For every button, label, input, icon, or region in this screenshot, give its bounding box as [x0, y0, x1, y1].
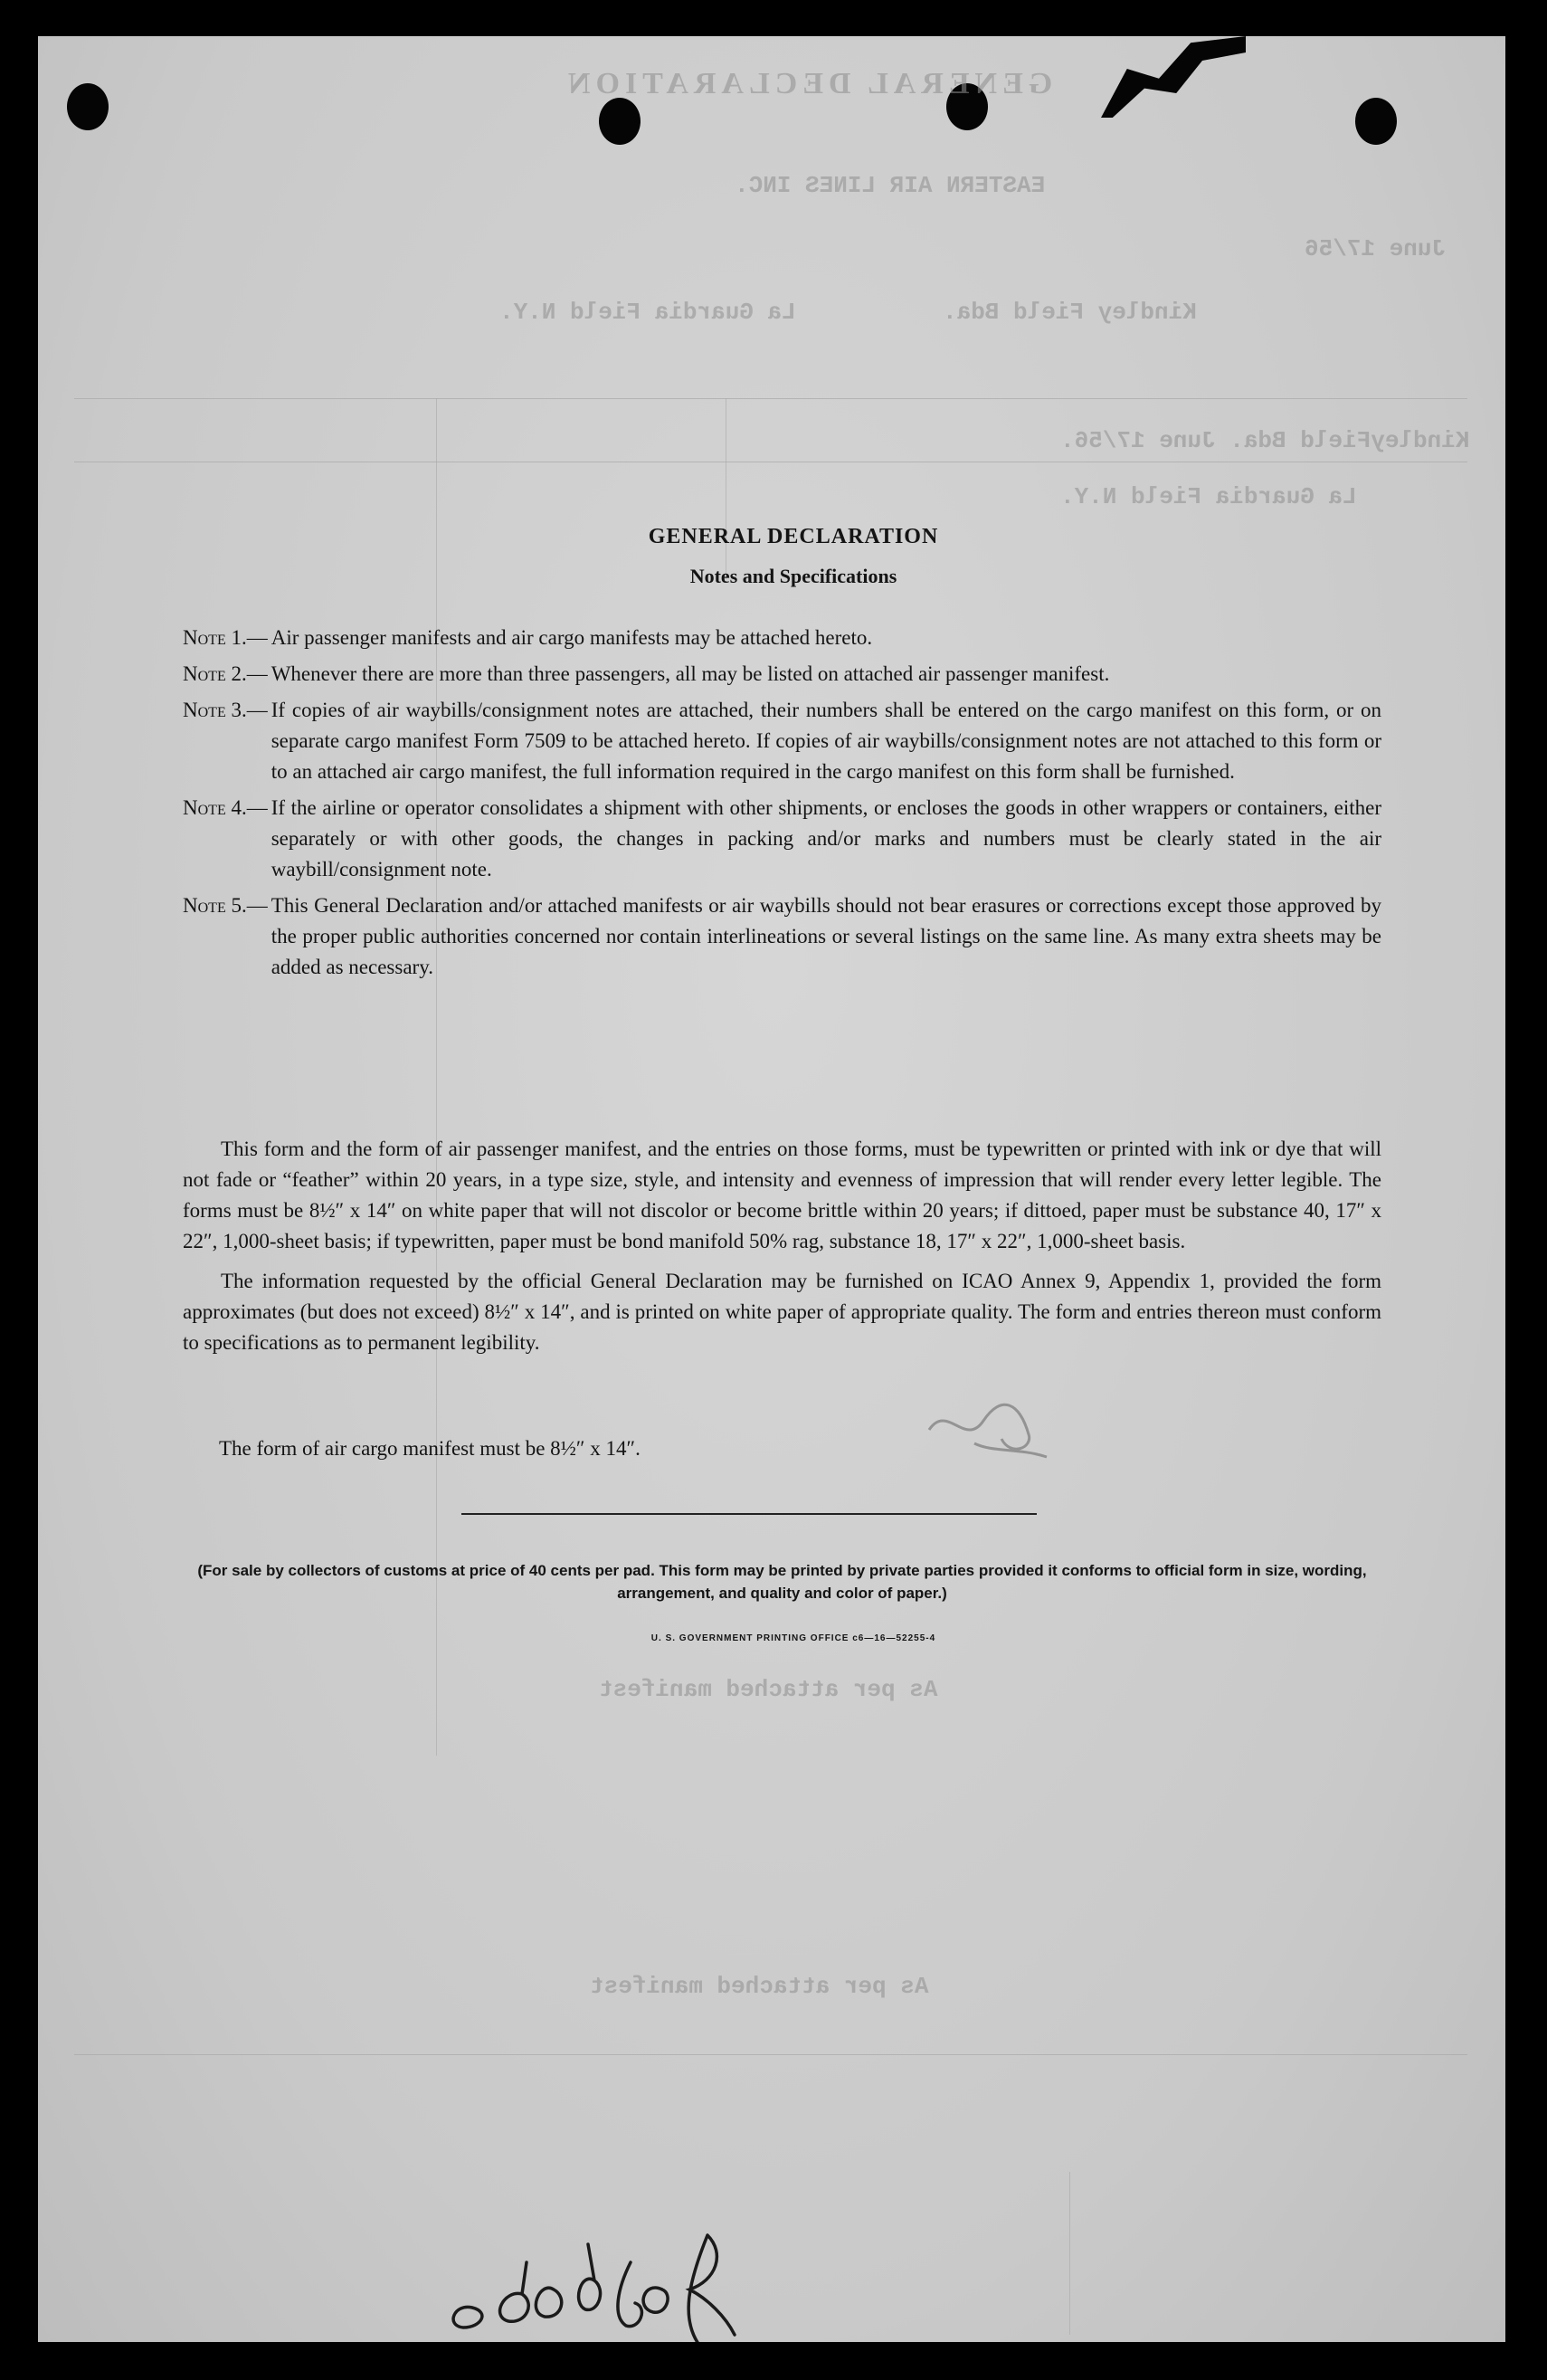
printer-imprint: U. S. GOVERNMENT PRINTING OFFICE c6—16—52255-4: [650, 1633, 936, 1643]
note-text: Air passenger manifests and air cargo manifests may be attached hereto.: [270, 626, 873, 649]
ghost-date: June 17/56: [1305, 235, 1447, 262]
ghost-route-to: La Guardia Field N.Y.: [499, 299, 796, 326]
specification-paragraphs: [183, 1134, 1381, 1367]
ghost-header: GENERAL DECLARATION: [563, 67, 1053, 100]
spec-paragraph-paper: This form and the form of air passenger manifest, and the entries on those forms, must be typewritten or printed with ink or dye that will not fade or “feather” within 20 years, in a type size, style, and intensity and evenness of impression that will render every letter legible. The forms must be 8½″ x 14″ on white paper that will not discolor or become brittle within 20 years; if dittoed, paper must be substance 40, 17″ x 22″, 1,000-sheet basis; if typewritten, paper must be bond manifold 50% rag, substance 18, 17″ x 22″, 1,000-sheet basis.: [183, 1138, 1381, 1252]
note-1: [183, 623, 1381, 653]
note-5: [183, 890, 1381, 983]
ghost-airline: EASTERN AIR LINES INC.: [735, 172, 1046, 199]
divider-rule: [461, 1513, 1037, 1515]
ghost-cargo-ref: As per attached manifest: [590, 1973, 929, 2000]
note-3: [183, 695, 1381, 787]
note-label: Note 2.—: [183, 662, 268, 685]
note-label: Note 5.—: [183, 894, 268, 917]
document-page: [38, 36, 1505, 2342]
signature-image: [436, 2226, 744, 2342]
page-subtitle: Notes and Specifications: [689, 565, 897, 587]
note-text: Whenever there are more than three passengers, all may be listed on attached air passenger manifest.: [270, 662, 1110, 685]
declaration-content: [38, 36, 1505, 2342]
ghost-arrival: La Guardia Field N.Y.: [1060, 483, 1357, 510]
notes-list: [183, 623, 1381, 988]
note-text: If the airline or operator consolidates a shipment with other shipments, or encloses the goods in other wrappers or containers, either separately or with other goods, the changes in packing and/or marks and numbers must be clearly stated in the air waybill/consignment note.: [270, 796, 1381, 881]
note-label: Note 3.—: [183, 699, 268, 721]
note-4: [183, 793, 1381, 885]
note-text: This General Declaration and/or attached manifests or air waybills should not bear erasures or corrections except those approved by the proper public authorities concerned nor contain interlineations or several listings on the same line. As many extra sheets may be added as necessary.: [270, 894, 1381, 978]
note-label: Note 4.—: [183, 796, 268, 819]
note-2: [183, 659, 1381, 690]
ghost-departure: KindleyField Bda. June 17/56.: [1060, 427, 1470, 454]
pen-scribble: [920, 1394, 1056, 1466]
page-title: GENERAL DECLARATION: [648, 525, 939, 548]
note-label: Note 1.—: [183, 626, 268, 649]
note-text: If copies of air waybills/consignment notes are attached, their numbers shall be entered on the cargo manifest on this form, or on separate cargo manifest Form 7509 to be attached hereto. If copies of air waybills/consignment notes are not attached to this form or to an attached air cargo manifest, the full information required in the cargo manifest on this form shall be furnished.: [270, 699, 1381, 783]
ghost-route-from: Kindley Field Bda.: [943, 299, 1197, 326]
ghost-passenger-ref: As per attached manifest: [599, 1676, 938, 1703]
cargo-size-note: The form of air cargo manifest must be 8½″ x 14″.: [219, 1437, 641, 1460]
spec-paragraph-icao: The information requested by the official General Declaration may be furnished on ICAO Annex 9, Appendix 1, provided the form approximates (but does not exceed) 8½″ x 14″, and is printed on white paper of appropriate quality. The form and entries thereon must conform to specifications as to permanent legibility.: [183, 1270, 1381, 1354]
sale-note: (For sale by collectors of customs at price of 40 cents per pad. This form may be printed by private parties provided it conforms to official form in size, wording, arrangement, and quality and color of paper.): [197, 1562, 1367, 1602]
